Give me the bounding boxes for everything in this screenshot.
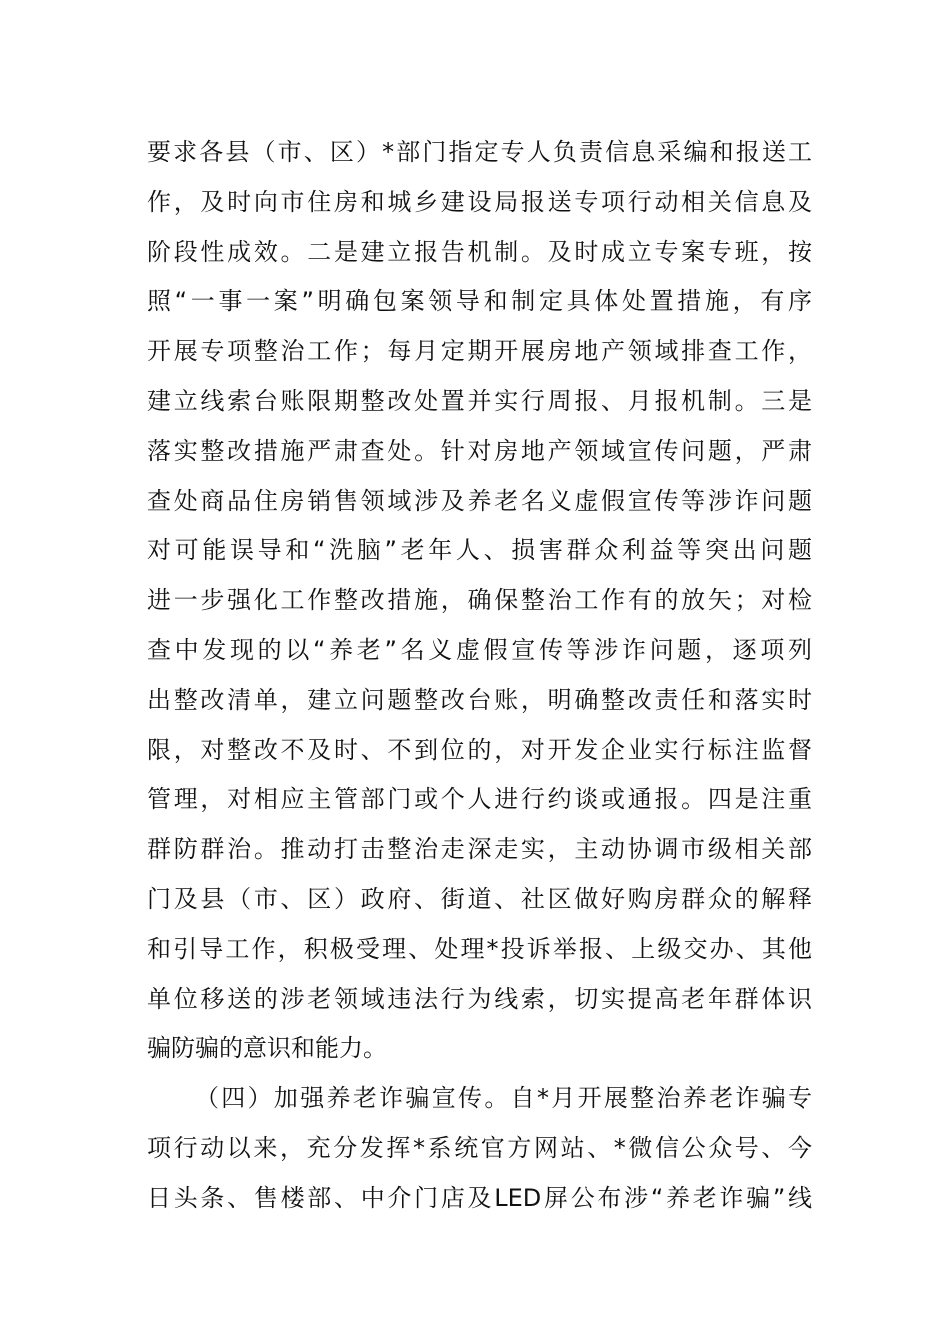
text-line: 项行动以来，充分发挥*系统官方网站、*微信公众号、今 [147, 1133, 812, 1162]
text-line: 查中发现的以“养老”名义虚假宣传等涉诈问题，逐项列 [147, 635, 812, 664]
text-line: 对可能误导和“洗脑”老年人、损害群众利益等突出问题 [147, 536, 812, 565]
text-line: 出整改清单，建立问题整改台账，明确整改责任和落实时 [147, 685, 812, 714]
text-line: 建立线索台账限期整改处置并实行周报、月报机制。三是 [147, 386, 812, 415]
text-line: 和引导工作，积极受理、处理*投诉举报、上级交办、其他 [147, 934, 812, 963]
text-line: 群防群治。推动打击整治走深走实，主动协调市级相关部 [147, 835, 812, 864]
text-line: 管理，对相应主管部门或个人进行约谈或通报。四是注重 [147, 785, 812, 814]
text-line: 落实整改措施严肃查处。针对房地产领域宣传问题，严肃 [147, 436, 812, 465]
body-text [147, 128, 812, 1224]
text-line: 单位移送的涉老领域违法行为线索，切实提高老年群体识 [147, 984, 812, 1013]
text-line: 开展专项整治工作；每月定期开展房地产领域排查工作， [147, 337, 812, 366]
text-line: 限，对整改不及时、不到位的，对开发企业实行标注监督 [147, 735, 812, 764]
text-line: 查处商品住房销售领域涉及养老名义虚假宣传等涉诈问题 [147, 486, 812, 515]
text-line: 日头条、售楼部、中介门店及LED屏公布涉“养老诈骗”线 [147, 1183, 812, 1212]
text-line: 门及县（市、区）政府、街道、社区做好购房群众的解释 [147, 884, 812, 913]
text-line: 骗防骗的意识和能力。 [147, 1034, 387, 1063]
text-line: 阶段性成效。二是建立报告机制。及时成立专案专班，按 [147, 237, 812, 266]
text-line: 进一步强化工作整改措施，确保整治工作有的放矢；对检 [147, 586, 812, 615]
text-line: 要求各县（市、区）*部门指定专人负责信息采编和报送工 [147, 138, 812, 166]
text-line: 照“一事一案”明确包案领导和制定具体处置措施，有序 [147, 287, 812, 316]
section-heading-line: （四）加强养老诈骗宣传。自*月开展整治养老诈骗专 [195, 1084, 812, 1113]
text-line: 作，及时向市住房和城乡建设局报送专项行动相关信息及 [147, 187, 812, 216]
